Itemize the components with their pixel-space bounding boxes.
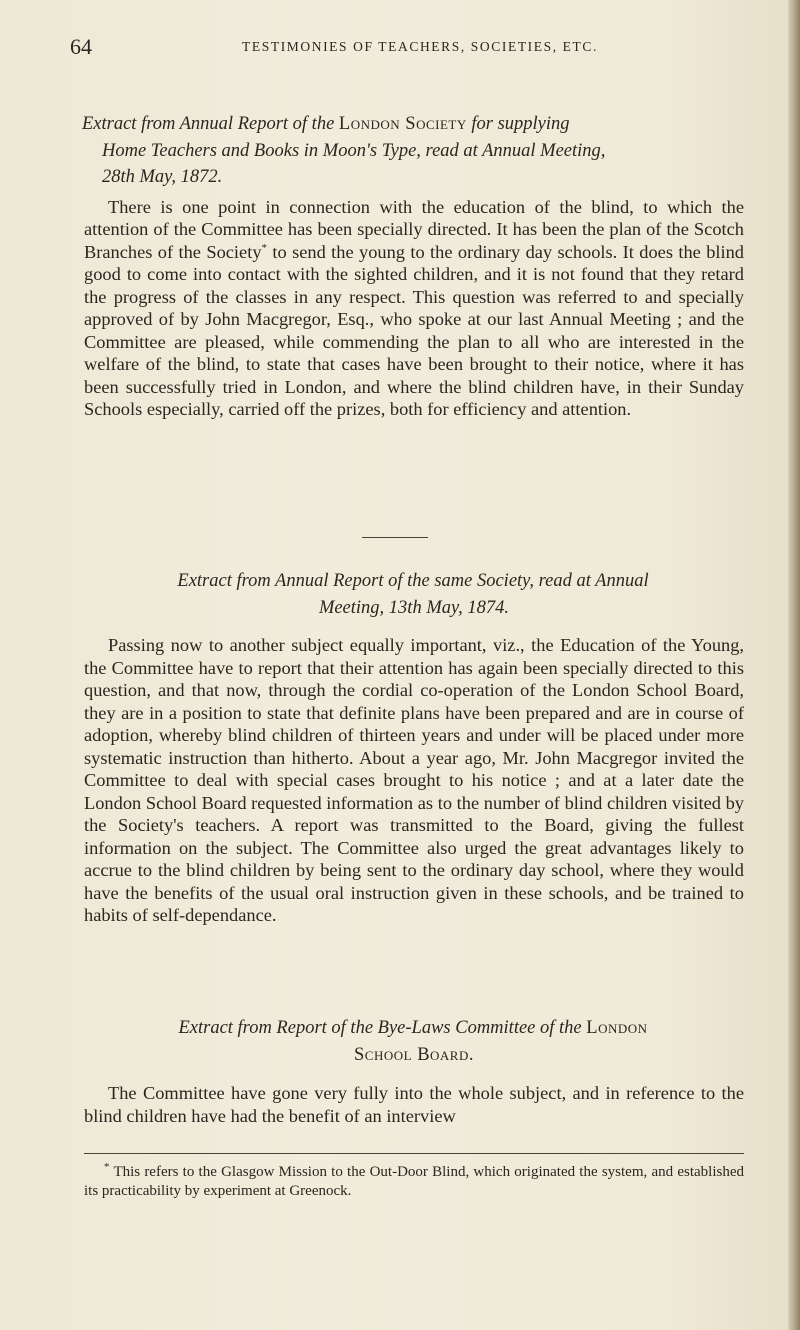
paragraph-text: to send the young to the ordinary day schools. It does the blind good to come into contact with the sighted children, and it is not found that they retard the progress of the classes in any respect. This question was referred to and specially approved of by John Macgregor, Esq., who spoke at our last Annual Meeting ; and the Committee are pleased, while commending the plan to all who are interested in the welfare of the blind, to state that cases have been brought to their notice, where it has been successfully tried in London, and where the blind children have, in their Sunday Schools especially, carried off the prizes, both for efficiency and attention.	[84, 241, 745, 419]
footnote-rule	[84, 1153, 744, 1154]
heading-date: 28th May, 1872.	[102, 167, 223, 187]
paragraph: The Committee have gone very fully into the whole subject, and in reference to the blind children have had the benefit of an interview	[84, 1083, 744, 1126]
running-title: TESTIMONIES OF TEACHERS, SOCIETIES, ETC.	[242, 39, 598, 54]
section-heading	[84, 111, 744, 191]
society-name: London Society	[338, 114, 467, 134]
heading-text: Extract from Annual Report of the same Society, read at Annual	[177, 571, 649, 591]
section-bye-laws-report	[84, 1015, 744, 1127]
section-heading	[84, 1015, 744, 1068]
page-header	[70, 34, 770, 58]
heading-text: Extract from Annual Report of the	[82, 114, 335, 134]
section-divider	[362, 537, 428, 538]
page-number: 64	[70, 34, 92, 59]
paragraph-text: There is one point in connection with the education of the blind, to which the attention of the Committee has been specially directed. It has been the plan of the Scotch Branches of the Society	[84, 196, 744, 262]
heading-text: Home Teachers and Books in Moon's Type, read at Annual Meeting,	[102, 140, 606, 161]
section-1874-report	[84, 568, 744, 927]
footnote-reference[interactable]: *	[261, 241, 268, 254]
board-name: School Board.	[354, 1044, 474, 1065]
board-name: London	[586, 1018, 648, 1038]
section-heading	[84, 568, 744, 621]
book-spine-edge	[788, 0, 800, 1330]
section-1272-report	[84, 111, 744, 421]
heading-text: for supplying	[471, 114, 570, 134]
heading-text: Extract from Report of the Bye-Laws Committee of the	[178, 1018, 582, 1038]
footnote-text: This refers to the Glasgow Mission to the Out-Door Blind, which originated the system, and established its practicability by experiment at Greenock.	[84, 1164, 744, 1199]
heading-date: Meeting, 13th May, 1874.	[318, 597, 510, 618]
footnote	[84, 1163, 744, 1201]
paragraph	[84, 196, 744, 421]
footnote-marker: *	[104, 1161, 110, 1173]
paragraph: Passing now to another subject equally important, viz., the Education of the Young, the Committee have to report that their attention has again been specially directed to this question, and that now, through the cordial co-operation of the London School Board, they are in a position to state that definite plans have been prepared and are in course of adoption, whereby blind children of thirteen years and under will be placed under more systematic instruction than hitherto. About a year ago, Mr. John Macgregor invited the Committee to deal with special cases brought to his notice ; and at a later date the London School Board requested information as to the number of blind children visited by the Society's teachers. A report was transmitted to the Board, giving the fullest information on the subject. The Committee also urged the great advantages likely to accrue to the blind children by being sent to the ordinary day school, where they would have the benefits of the usual oral instruction given in these schools, and be trained to habits of self-dependance.	[84, 635, 744, 925]
